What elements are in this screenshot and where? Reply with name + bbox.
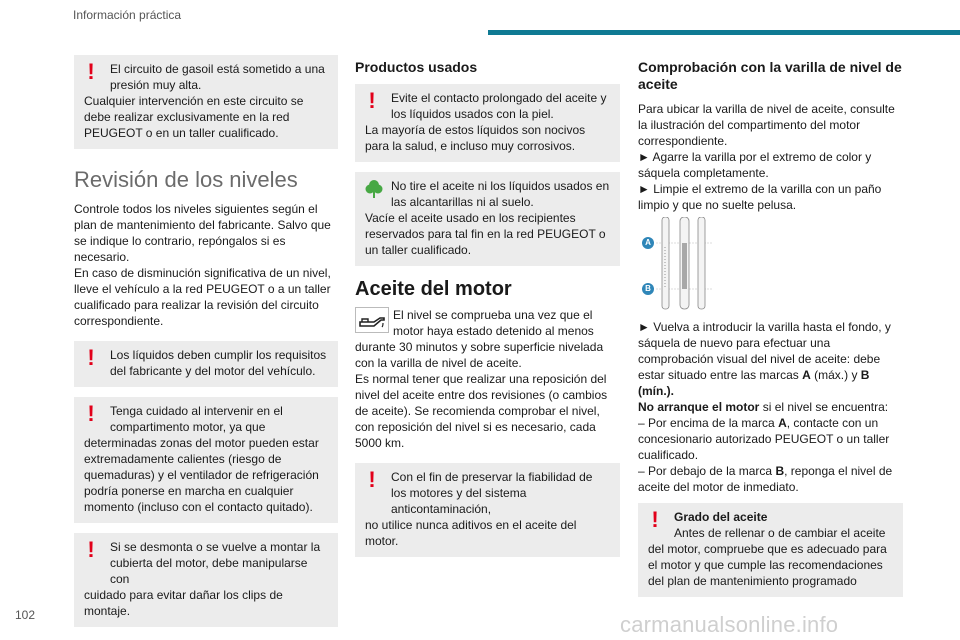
warning-note-oil-grade	[638, 503, 903, 597]
note-text: Con el fin de preservar la fiabilidad de los motores y del sistema anticontaminación,	[391, 470, 593, 516]
paragraph: El nivel se comprueba una vez que el motor haya estado detenido al menos	[393, 308, 594, 338]
watermark: carmanualsonline.info	[620, 612, 839, 637]
tree-icon	[365, 179, 379, 203]
bullet-item: ► Limpie el extremo de la varilla con un paño limpio y que no suelte pelusa.	[638, 182, 882, 212]
section-heading: Productos usados	[355, 59, 478, 75]
text: , contacte con un concesionario autorizado PEUGEOT o un taller cualificado.	[638, 416, 890, 462]
warning-icon: !	[651, 507, 659, 532]
warning-icon: !	[368, 88, 376, 113]
mark-b: B	[860, 368, 870, 382]
warning-icon: !	[87, 401, 95, 426]
warning-note-diesel	[74, 55, 338, 149]
paragraph: Controle todos los niveles siguientes según el plan de mantenimiento del fabricante. Salvo que se indique lo contrario, repóngalos si es necesario.	[74, 202, 331, 264]
column-1	[74, 55, 338, 637]
text: (máx.) y	[814, 368, 858, 382]
note-text: La mayoría de estos líquidos son nocivos para la salud, e incluso muy corrosivos.	[365, 123, 586, 153]
eco-note-disposal	[355, 172, 620, 266]
mark-a: A	[778, 416, 787, 430]
note-title: Grado del aceite	[674, 510, 768, 524]
paragraph: Para ubicar la varilla de nivel de aceite, consulte la ilustración del compartimento del motor correspondiente.	[638, 102, 895, 148]
warning-icon: !	[87, 537, 95, 562]
text: ► Vuelva a introducir la varilla hasta el fondo, y sáquela de nuevo para efectuar una comprobación visual del nivel de aceite: debe estar situado entre las marcas	[638, 320, 891, 382]
note-text: Antes de rellenar o de cambiar el aceite	[674, 526, 886, 540]
warning-note-additives	[355, 463, 620, 557]
warning-note-hot-engine	[74, 397, 338, 523]
note-text: determinadas zonas del motor pueden estar extremadamente calientes (riesgo de quemaduras) y el ventilador de refrigeración podría ponerse en marcha en cualquier momento (incluso con el contacto quitado).	[84, 436, 319, 514]
warning-icon: !	[368, 467, 376, 492]
column-3	[638, 55, 903, 607]
paragraph: durante 30 minutos y sobre superficie nivelada con la varilla de nivel de aceite.	[355, 340, 604, 370]
note-text: No tire el aceite ni los líquidos usados en las alcantarillas ni al suelo.	[391, 179, 610, 209]
dipstick-illustration	[640, 217, 720, 311]
section-title: Revisión de los niveles	[74, 167, 298, 192]
paragraph: En caso de disminución significativa de un nivel, lleve el vehículo a la red PEUGEOT o a un taller cualificado para realizar la revisión del circuito correspondiente.	[74, 266, 331, 328]
mark-a-label: A	[642, 237, 654, 249]
text: si el nivel se encuentra:	[762, 400, 889, 414]
section-title: Aceite del motor	[355, 278, 512, 300]
paragraph: Es normal tener que realizar una reposición del nivel del aceite entre dos revisiones (o cambios de aceite). Se recomienda comprobar el nivel, con reposición del nivel si es necesario, cada 5000 km.	[355, 372, 608, 450]
warning-icon: !	[87, 345, 95, 370]
header-accent-bar	[488, 30, 960, 35]
text: – Por encima de la marca	[638, 416, 775, 430]
warning-icon: !	[87, 59, 95, 84]
bullet-item	[638, 319, 903, 399]
dash-item	[638, 463, 903, 495]
note-text: del motor, compruebe que es adecuado para el motor y que cumple las recomendaciones del plan de mantenimiento programado	[648, 542, 887, 588]
note-text: Tenga cuidado al intervenir en el compartimento motor, ya que	[110, 404, 283, 434]
warning-note-engine-cover	[74, 533, 338, 627]
note-text: Cualquier intervención en este circuito se debe realizar exclusivamente en la red PEUGEOT o en un taller cualificado.	[84, 94, 304, 140]
dash-item	[638, 415, 903, 463]
mark-b: B	[775, 464, 785, 478]
note-text: Evite el contacto prolongado del aceite y los líquidos usados con la piel.	[391, 91, 607, 121]
note-text: cuidado para evitar dañar los clips de montaje.	[84, 588, 283, 618]
note-text: Los líquidos deben cumplir los requisitos del fabricante y del motor del vehículo.	[110, 348, 327, 378]
text: – Por debajo de la marca	[638, 464, 773, 478]
warning-note-liquids	[74, 341, 338, 387]
text: (mín.).	[638, 384, 674, 398]
header-section: Información práctica	[73, 8, 182, 22]
page-number: 102	[15, 608, 36, 622]
paragraph	[638, 399, 903, 415]
oil-paragraph	[355, 307, 620, 451]
oil-can-icon	[355, 307, 389, 333]
mark-a: A	[802, 368, 811, 382]
mark-b-label: B	[642, 283, 654, 295]
bold-text: No arranque el motor	[638, 400, 760, 414]
warning-note-skin	[355, 84, 620, 162]
note-text: El circuito de gasoil está sometido a una presión muy alta.	[110, 62, 325, 92]
column-2	[355, 55, 620, 567]
text: , reponga el nivel de aceite del motor de inmediato.	[638, 464, 893, 494]
note-text: Si se desmonta o se vuelve a montar la cubierta del motor, debe manipularse con	[110, 540, 321, 586]
note-text: no utilice nunca aditivos en el aceite del motor.	[365, 518, 577, 548]
note-text: Vacíe el aceite usado en los recipientes reservados para tal fin en la red PEUGEOT o un taller cualificado.	[365, 211, 606, 257]
bullet-item: ► Agarre la varilla por el extremo de color y sáquela completamente.	[638, 150, 872, 180]
section-heading: Comprobación con la varilla de nivel de aceite	[638, 59, 902, 92]
